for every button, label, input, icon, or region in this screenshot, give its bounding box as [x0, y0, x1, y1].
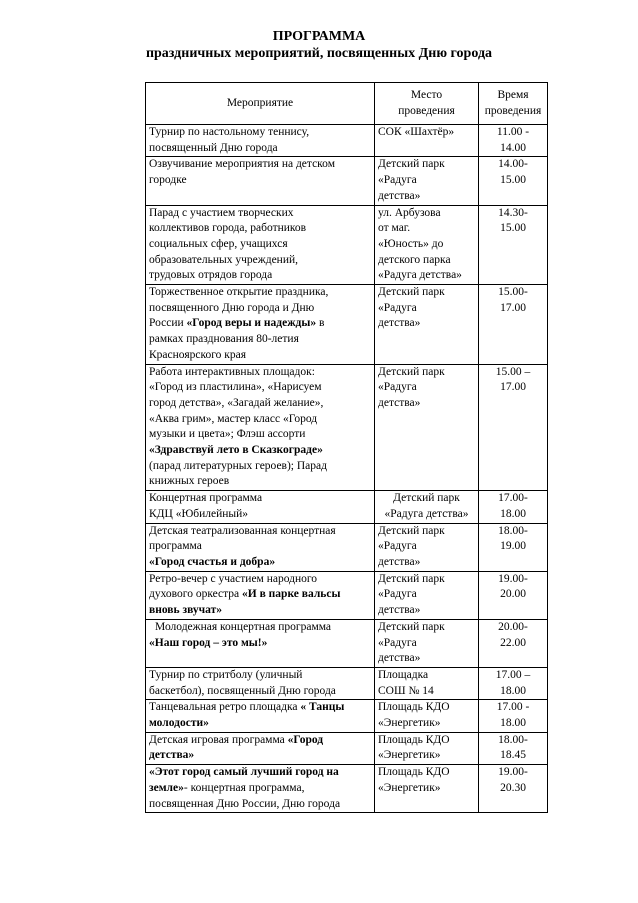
time-cell: 15.00- 17.00 [479, 285, 548, 365]
event-cell: Торжественное открытие праздника, посвященного Дню города и Дню России «Город веры и надежды» в рамках празднования 80-летия Красноярского края [146, 285, 375, 365]
header-event: Мероприятие [146, 83, 375, 125]
place-cell: Детский парк «Радуга детства» [375, 571, 479, 619]
header-time: Время проведения [479, 83, 548, 125]
event-cell: Турнир по настольному теннису, посвященный Дню города [146, 125, 375, 157]
place-cell: ул. Арбузова от маг. «Юность» до детского парка «Радуга детства» [375, 205, 479, 285]
place-cell: Площадь КДО «Энергетик» [375, 732, 479, 764]
place-cell: Детский парк «Радуга детства» [375, 157, 479, 205]
place-cell: Детский парк «Радуга детства» [375, 523, 479, 571]
time-cell: 20.00- 22.00 [479, 619, 548, 667]
table-row [146, 364, 548, 491]
event-cell: Работа интерактивных площадок: «Город из пластилина», «Нарисуем город детства», «Загадай желание», «Аква грим», мастер класс «Город музыки и цвета»; Флэш ассорти «Здравствуй лето в Сказкограде» (парад литературных героев); Парад книжных героев [146, 364, 375, 491]
event-cell: Озвучивание мероприятия на детском городке [146, 157, 375, 205]
table-row [146, 732, 548, 764]
page-title: ПРОГРАММА [272, 29, 366, 44]
time-cell: 14.30- 15.00 [479, 205, 548, 285]
time-cell: 18.00- 18.45 [479, 732, 548, 764]
program-table [145, 82, 548, 813]
table-row [146, 700, 548, 732]
time-cell: 11.00 - 14.00 [479, 125, 548, 157]
time-cell: 14.00- 15.00 [479, 157, 548, 205]
table-row [146, 765, 548, 813]
place-cell: Детский парк «Радуга детства» [375, 364, 479, 491]
place-cell: Площадка СОШ № 14 [375, 667, 479, 699]
table-row [146, 157, 548, 205]
time-cell: 19.00- 20.30 [479, 765, 548, 813]
time-cell: 19.00- 20.00 [479, 571, 548, 619]
place-cell: Детский парк «Радуга детства» [375, 285, 479, 365]
table-row [146, 491, 548, 523]
time-cell: 17.00- 18.00 [479, 491, 548, 523]
table-row [146, 205, 548, 285]
event-cell: Турнир по стритболу (уличный баскетбол), посвященный Дню города [146, 667, 375, 699]
event-cell: Танцевальная ретро площадка « Танцы молодости» [146, 700, 375, 732]
table-row [146, 571, 548, 619]
time-cell: 15.00 – 17.00 [479, 364, 548, 491]
place-cell: Площадь КДО «Энергетик» [375, 765, 479, 813]
event-cell: Концертная программа КДЦ «Юбилейный» [146, 491, 375, 523]
page-subtitle: праздничных мероприятий, посвященных Дню города [145, 46, 493, 61]
time-cell: 17.00 - 18.00 [479, 700, 548, 732]
table-row [146, 667, 548, 699]
table-row [146, 125, 548, 157]
event-cell: Ретро-вечер с участием народного духового оркестра «И в парке вальсы вновь звучат» [146, 571, 375, 619]
time-cell: 17.00 – 18.00 [479, 667, 548, 699]
time-cell: 18.00- 19.00 [479, 523, 548, 571]
table-row [146, 523, 548, 571]
place-cell: Детский парк «Радуга детства» [375, 619, 479, 667]
table-row [146, 619, 548, 667]
place-cell: Площадь КДО «Энергетик» [375, 700, 479, 732]
table-row [146, 285, 548, 365]
header-place: Место проведения [375, 83, 479, 125]
event-cell: Детская театрализованная концертная программа «Город счастья и добра» [146, 523, 375, 571]
table-header-row [146, 83, 548, 125]
event-cell: Парад с участием творческих коллективов города, работников социальных сфер, учащихся образовательных учреждений, трудовых отрядов города [146, 205, 375, 285]
event-cell: Молодежная концертная программа «Наш город – это мы!» [146, 619, 375, 667]
event-cell: Детская игровая программа «Город детства» [146, 732, 375, 764]
place-cell: Детский парк «Радуга детства» [375, 491, 479, 523]
place-cell: СОК «Шахтёр» [375, 125, 479, 157]
event-cell: «Этот город самый лучший город на земле»- концертная программа, посвященная Дню России, Дню города [146, 765, 375, 813]
